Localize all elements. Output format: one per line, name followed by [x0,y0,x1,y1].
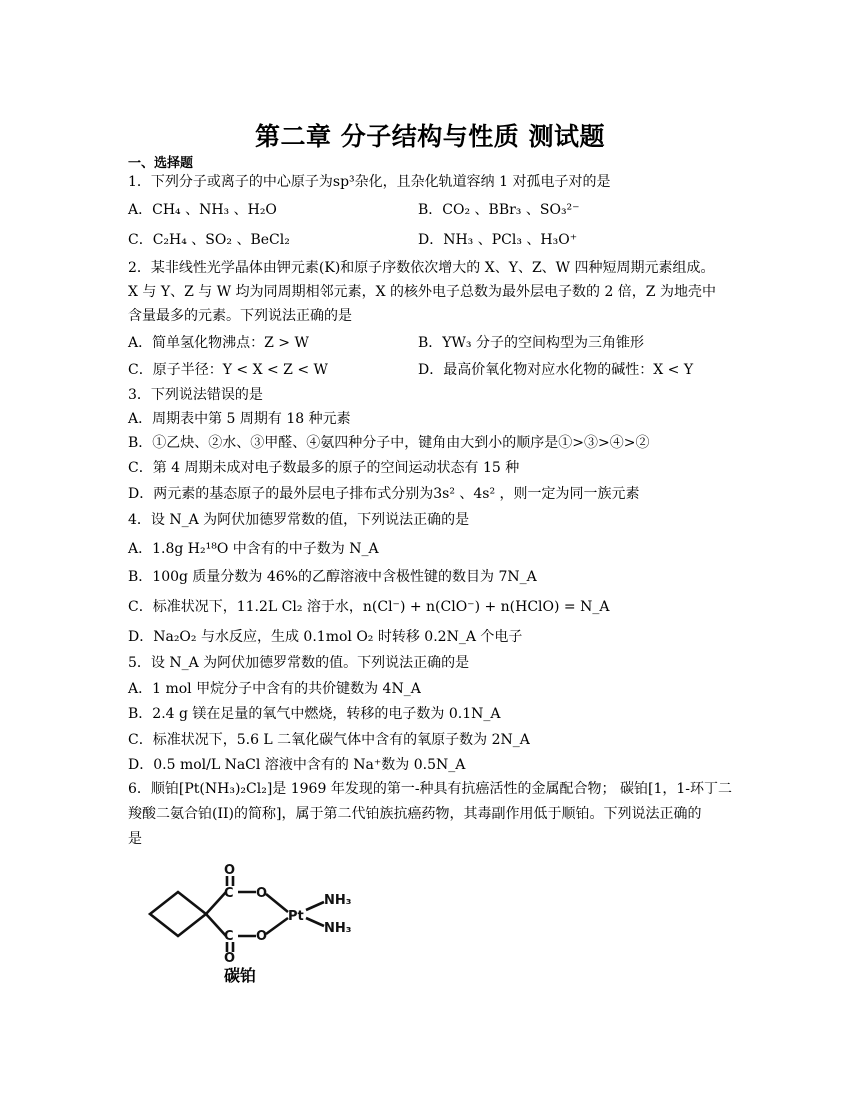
atom-o-ester-lower: O [256,929,268,944]
question-1-option-d: D．NH₃ 、PCl₃ 、H₃O⁺ [418,232,578,248]
bond-lower [206,914,226,936]
question-3-option-c: C．第 4 周期未成对电子数最多的原子的空间运动状态有 15 种 [128,460,520,476]
question-4-option-d: D．Na₂O₂ 与水反应，生成 0.1mol O₂ 时转移 0.2N_A 个电子 [128,629,523,645]
question-6-stem-line-2: 羧酸二氨合铂(II)的简称]，属于第二代铂族抗癌药物，其毒副作用低于顺铂。下列说法正确的 [128,806,702,822]
question-2-option-c: C．原子半径：Y < X < Z < W [128,362,328,378]
question-2-stem-line-3: 含量最多的元素。下列说法正确的是 [128,308,352,324]
question-3-stem: 3．下列说法错误的是 [128,387,263,403]
o-pt-bond-upper [266,894,288,912]
question-4-option-c: C．标准状况下，11.2L Cl₂ 溶于水，n(Cl⁻) + n(ClO⁻) + n(HClO) = N_A [128,599,610,615]
question-2-stem-line-1: 2．某非线性光学晶体由钾元素(K)和原子序数依次增大的 X、Y、Z、W 四种短周期元素组成。 [128,260,715,276]
question-6-stem-line-1: 6．顺铂[Pt(NH₃)₂Cl₂]是 1969 年发现的第一-种具有抗癌活性的金属配合物； 碳铂[1，1-环丁二 [128,781,733,797]
atom-c-upper: C [224,886,234,901]
question-2-option-a: A．简单氢化物沸点：Z > W [128,335,309,351]
question-3-option-b: B．①乙炔、②水、③甲醛、④氨四种分子中，键角由大到小的顺序是①>③>④>② [128,435,650,451]
o-pt-bond-lower [266,918,288,934]
question-5-option-b: B．2.4 g 镁在足量的氧气中燃烧，转移的电子数为 0.1N_A [128,706,501,722]
atom-o-carbonyl-upper: O [224,863,236,878]
atom-c-lower: C [224,929,234,944]
section-heading: 一、选择题 [128,156,194,171]
question-5-option-c: C．标准状况下，5.6 L 二氧化碳气体中含有的氧原子数为 2N_A [128,732,530,748]
question-1-option-c: C．C₂H₄ 、SO₂ 、BeCl₂ [128,232,290,248]
atom-nh3-upper: NH₃ [324,893,352,908]
question-1-option-b: B．CO₂ 、BBr₃ 、SO₃²⁻ [418,202,580,218]
page-title: 第二章 分子结构与性质 测试题 [255,122,605,151]
question-2-option-b: B．YW₃ 分子的空间构型为三角锥形 [418,335,644,351]
bond-upper [206,892,226,914]
structure-label: 碳铂 [224,966,257,985]
question-5-option-a: A．1 mol 甲烷分子中含有的共价键数为 4N_A [128,681,421,697]
question-4-option-a: A．1.8g H₂¹⁸O 中含有的中子数为 N_A [128,541,379,557]
question-2-stem-line-2: X 与 Y、Z 与 W 均为同周期相邻元素，X 的核外电子总数为最外层电子数的 2 倍，Z 为地壳中 [128,284,716,300]
atom-nh3-lower: NH₃ [324,921,352,936]
question-3-option-a: A．周期表中第 5 周期有 18 种元素 [128,411,351,427]
pt-n-bond-lower [306,918,324,926]
question-6-stem-line-3: 是 [128,831,142,847]
question-4-stem: 4．设 N_A 为阿伏加德罗常数的值，下列说法正确的是 [128,512,470,528]
question-2-option-d: D．最高价氧化物对应水化物的碱性：X < Y [418,362,694,378]
question-1-stem: 1．下列分子或离子的中心原子为sp³杂化，且杂化轨道容纳 1 对孤电子对的是 [128,174,611,190]
question-3-option-d: D．两元素的基态原子的最外层电子排布式分别为3s² 、4s² ，则一定为同一族元素 [128,486,640,502]
question-1-option-a: A．CH₄ 、NH₃ 、H₂O [128,202,277,218]
question-5-option-d: D．0.5 mol/L NaCl 溶液中含有的 Na⁺数为 0.5N_A [128,757,466,773]
atom-o-ester-upper: O [256,886,268,901]
atom-o-carbonyl-lower: O [224,951,236,962]
atom-pt: Pt [288,909,304,924]
question-4-option-b: B．100g 质量分数为 46%的乙醇溶液中含极性键的数目为 7N_A [128,569,537,585]
question-5-stem: 5．设 N_A 为阿伏加德罗常数的值。下列说法正确的是 [128,655,470,671]
pt-n-bond-upper [306,902,324,910]
carboplatin-structure-diagram [140,862,380,962]
cyclobutane-ring [150,892,206,936]
